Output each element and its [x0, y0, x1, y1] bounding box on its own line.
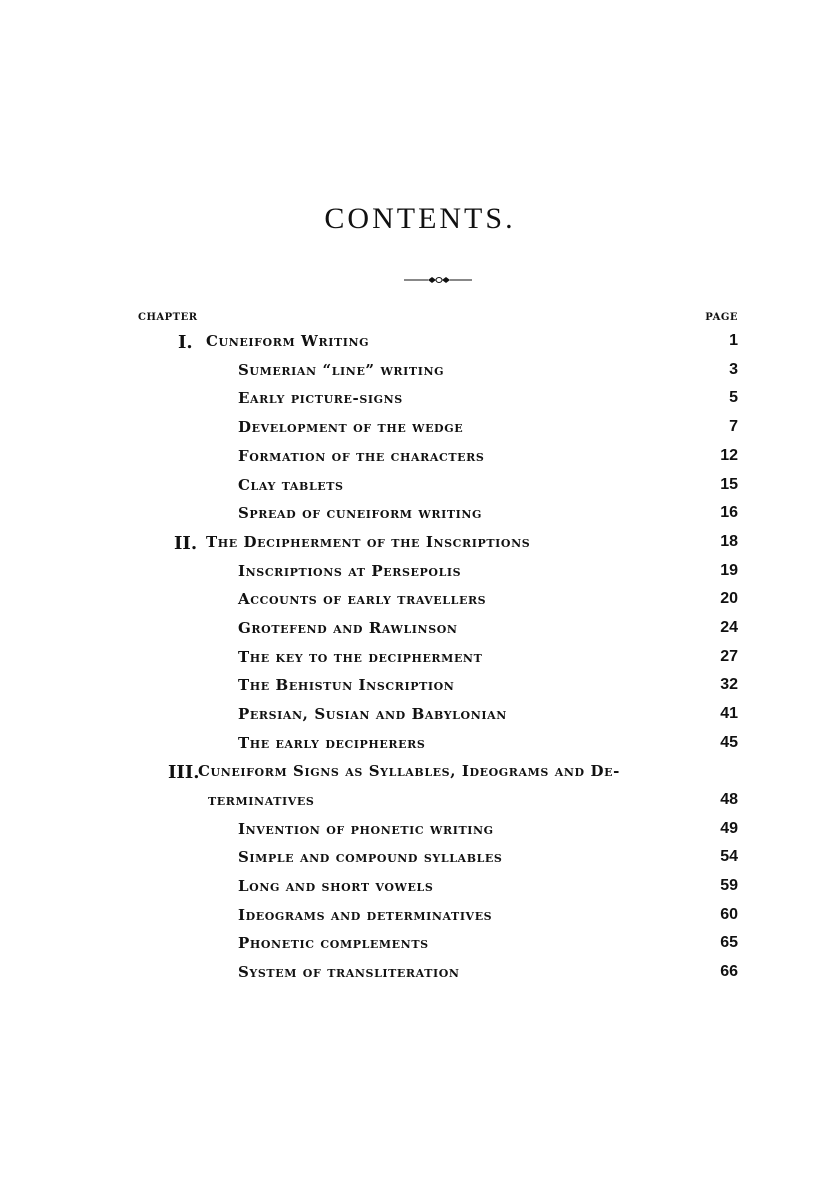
page-number: 49 — [720, 820, 738, 837]
section-title: System of transliteration — [238, 963, 460, 981]
section-title: Invention of phonetic writing — [238, 820, 494, 838]
section-title: The early decipherers — [238, 734, 426, 752]
section-title: The key to the decipherment — [238, 648, 483, 666]
chapter-title-continuation: terminatives — [208, 791, 315, 809]
section-entry[interactable] — [0, 590, 840, 614]
section-entry[interactable] — [0, 504, 840, 528]
ornament-divider — [404, 274, 472, 286]
chapter-entry[interactable] — [0, 762, 840, 786]
page-number: 45 — [720, 734, 738, 751]
section-title: Inscriptions at Persepolis — [238, 562, 462, 580]
section-title: Spread of cuneiform writing — [238, 504, 483, 522]
page-number: 59 — [720, 877, 738, 894]
section-title: Sumerian “line” writing — [238, 361, 445, 379]
page-number: 15 — [720, 476, 738, 493]
chapter-entry[interactable] — [0, 332, 840, 356]
section-entry[interactable] — [0, 877, 840, 901]
chapter-numeral: III. — [168, 762, 200, 783]
page-number: 32 — [720, 676, 738, 693]
section-entry[interactable] — [0, 476, 840, 500]
section-title: Grotefend and Rawlinson — [238, 619, 458, 637]
page-number: 48 — [720, 791, 738, 808]
chapter-title: II. The Decipherment of the Inscriptions — [174, 533, 531, 554]
section-title: Development of the wedge — [238, 418, 464, 436]
page-number: 19 — [720, 562, 738, 579]
page-number: 1 — [729, 332, 738, 349]
section-entry[interactable] — [0, 906, 840, 930]
page-number: 66 — [720, 963, 738, 980]
section-title: Simple and compound syllables — [238, 848, 503, 866]
section-title: Early picture-signs — [238, 389, 403, 407]
page-column-header: PAGE — [705, 312, 738, 323]
page-number: 24 — [720, 619, 738, 636]
section-entry[interactable] — [0, 648, 840, 672]
page-number: 27 — [720, 648, 738, 665]
section-entry[interactable] — [0, 447, 840, 471]
page-number: 12 — [720, 447, 738, 464]
page-number: 3 — [729, 361, 738, 378]
page-number: 54 — [720, 848, 738, 865]
page-number: 41 — [720, 705, 738, 722]
section-title: Clay tablets — [238, 476, 344, 494]
section-entry[interactable] — [0, 619, 840, 643]
chapter-title: III. Cuneiform Signs as Syllables, Ideograms and De- — [168, 762, 620, 783]
section-entry[interactable] — [0, 676, 840, 700]
section-entry[interactable] — [0, 820, 840, 844]
section-entry[interactable] — [0, 963, 840, 987]
chapter-entry[interactable] — [0, 533, 840, 557]
section-entry[interactable] — [0, 734, 840, 758]
page-number: 16 — [720, 504, 738, 521]
section-entry[interactable] — [0, 848, 840, 872]
chapter-column-header: CHAPTER — [138, 312, 198, 323]
section-entry[interactable] — [0, 934, 840, 958]
page-number: 65 — [720, 934, 738, 951]
page-number: 60 — [720, 906, 738, 923]
section-title: Long and short vowels — [238, 877, 434, 895]
page-title: CONTENTS. — [324, 202, 516, 235]
section-entry[interactable] — [0, 389, 840, 413]
page-number: 18 — [720, 533, 738, 550]
page-number: 7 — [729, 418, 738, 435]
chapter-entry-continuation[interactable] — [0, 791, 840, 815]
page-number: 20 — [720, 590, 738, 607]
section-title: Formation of the characters — [238, 447, 485, 465]
section-entry[interactable] — [0, 418, 840, 442]
section-entry[interactable] — [0, 562, 840, 586]
section-entry[interactable] — [0, 361, 840, 385]
chapter-title: I. Cuneiform Writing — [178, 332, 370, 353]
chapter-numeral: I. — [178, 332, 193, 353]
section-title: Persian, Susian and Babylonian — [238, 705, 507, 723]
section-title: Phonetic complements — [238, 934, 429, 952]
section-entry[interactable] — [0, 705, 840, 729]
section-title: Accounts of early travellers — [238, 590, 487, 608]
page-number: 5 — [729, 389, 738, 406]
section-title: The Behistun Inscription — [238, 676, 455, 694]
chapter-numeral: II. — [174, 533, 198, 554]
section-title: Ideograms and determinatives — [238, 906, 493, 924]
